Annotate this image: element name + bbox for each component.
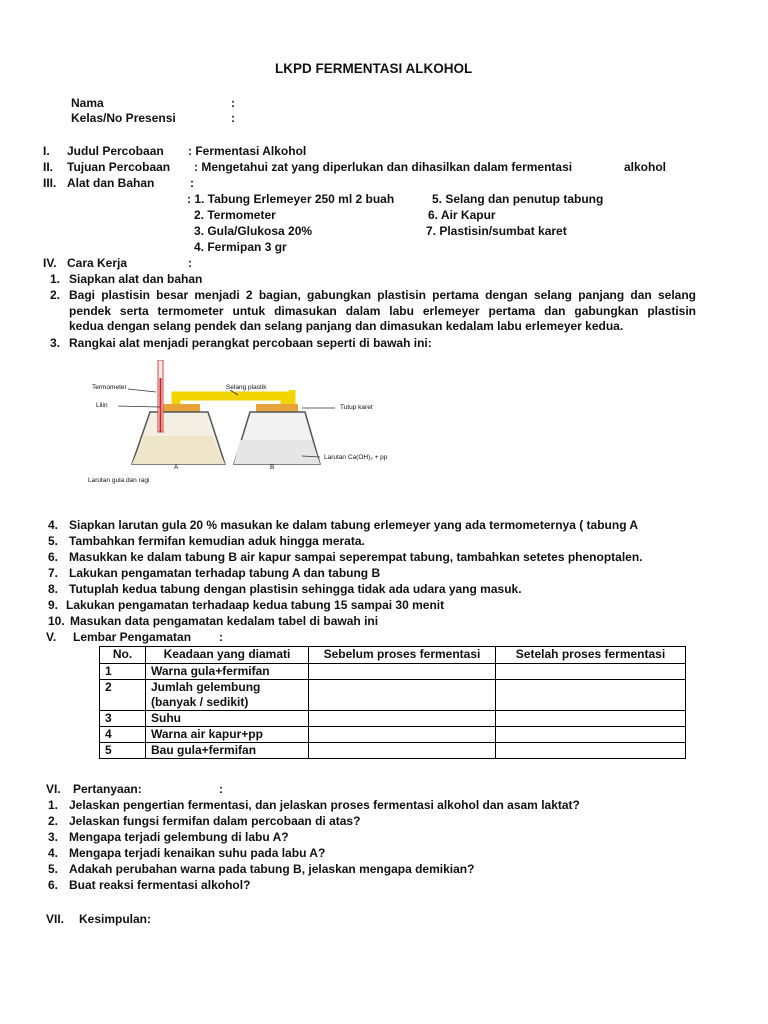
step-number: 1.: [50, 272, 61, 286]
cell-keadaan: Warna gula+fermifan: [146, 664, 309, 680]
step-text: Siapkan alat dan bahan: [69, 272, 203, 286]
label-tutup: Tutup karet: [340, 404, 373, 411]
step-text: pendek serta termometer untuk dimasukan dalam labu erlemeyer pertama dan gabungkan plastisin: [69, 304, 696, 318]
section-v-colon: :: [219, 630, 223, 644]
question-number: 5.: [48, 862, 59, 876]
question-number: 3.: [48, 830, 59, 844]
question-text: Mengapa terjadi kenaikan suhu pada labu A?: [69, 846, 326, 860]
question-number: 4.: [48, 846, 59, 860]
cell-keadaan: Suhu: [146, 711, 309, 727]
column-header: Sebelum proses fermentasi: [309, 647, 496, 664]
question-text: Adakah perubahan warna pada tabung B, jelaskan mengapa demikian?: [69, 862, 475, 876]
question-text: Mengapa terjadi gelembung di labu A?: [69, 830, 289, 844]
table-row: [100, 664, 686, 680]
cell-sebelum[interactable]: [309, 727, 496, 743]
step-text: Masukkan ke dalam tabung B air kapur sampai seperempat tabung, tambahkan setetes phenoptalen.: [69, 550, 643, 564]
section-vi-label: Pertanyaan:: [73, 782, 142, 796]
question-number: 6.: [48, 878, 59, 892]
cell-sebelum[interactable]: [309, 680, 496, 711]
section-vii-num: VII.: [46, 912, 65, 926]
column-header: No.: [100, 647, 146, 664]
step-number: 9.: [48, 598, 59, 612]
section-i-label: Judul Percobaan: [67, 144, 164, 158]
step-text: kedua dengan selang pendek dan selang panjang dan dimasukan kedalam labu erlemeyer kedua.: [69, 319, 624, 333]
section-ii-num: II.: [43, 160, 54, 174]
label-flask-b: B: [270, 464, 275, 471]
table-row: [100, 743, 686, 759]
step-number: 10.: [48, 614, 65, 628]
label-termometer: Termometer: [92, 384, 127, 391]
step-text: Bagi plastisin besar menjadi 2 bagian, gabungkan plastisin pertama dengan selang panjang dan selang: [69, 288, 696, 302]
name-colon: :: [231, 96, 235, 110]
cell-setelah[interactable]: [496, 727, 686, 743]
section-iv-colon: :: [188, 256, 192, 270]
step-number: 5.: [48, 534, 59, 548]
column-header: Keadaan yang diamati: [146, 647, 309, 664]
step-text: Siapkan larutan gula 20 % masukan ke dalam tabung erlemeyer yang ada termometernya ( tabung A: [69, 518, 639, 532]
observation-table: [99, 646, 686, 759]
question-text: Jelaskan fungsi fermifan dalam percobaan di atas?: [69, 814, 361, 828]
step-text: Lakukan pengamatan terhadaap kedua tabung 15 sampai 30 menit: [66, 598, 445, 612]
label-flask-a: A: [174, 464, 179, 471]
step-number: 3.: [50, 336, 61, 350]
step-text: Tutuplah kedua tabung dengan plastisin sehingga tidak ada udara yang masuk.: [69, 582, 522, 596]
class-colon: :: [231, 111, 235, 125]
table-row: [100, 727, 686, 743]
section-iii-num: III.: [43, 176, 57, 190]
column-header: Setelah proses fermentasi: [496, 647, 686, 664]
cell-setelah[interactable]: [496, 680, 686, 711]
question-text: Jelaskan pengertian fermentasi, dan jelaskan proses fermentasi alkohol dan asam laktat?: [69, 798, 580, 812]
table-row: [100, 680, 686, 711]
table-header-row: [100, 647, 686, 664]
section-ii-tail: alkohol: [624, 160, 667, 174]
cell-no: 2: [100, 680, 146, 711]
cell-setelah[interactable]: [496, 664, 686, 680]
cell-sebelum[interactable]: [309, 743, 496, 759]
step-text: Lakukan pengamatan terhadap tabung A dan tabung B: [69, 566, 381, 580]
step-text: Tambahkan fermifan kemudian aduk hingga merata.: [69, 534, 365, 548]
alat-item: 3. Gula/Glukosa 20%: [194, 224, 313, 238]
alat-item: 7. Plastisin/sumbat karet: [426, 224, 567, 238]
alat-item: : 1. Tabung Erlemeyer 250 ml 2 buah: [187, 192, 395, 206]
cell-no: 4: [100, 727, 146, 743]
question-number: 2.: [48, 814, 59, 828]
step-text: Masukan data pengamatan kedalam tabel di bawah ini: [70, 614, 379, 628]
cell-no: 5: [100, 743, 146, 759]
class-label: Kelas/No Presensi: [71, 111, 176, 125]
section-vii-label: Kesimpulan:: [79, 912, 152, 926]
cell-keadaan: [146, 680, 309, 711]
apparatus-figure: [80, 360, 400, 490]
section-iii-label: Alat dan Bahan: [67, 176, 155, 190]
stopper-b: [256, 404, 298, 412]
cell-no: 3: [100, 711, 146, 727]
label-lilin: Lilin: [96, 402, 108, 409]
label-larutan-gula: Larutan gula dan ragi: [88, 477, 150, 484]
alat-item: 2. Termometer: [194, 208, 276, 222]
cell-sebelum[interactable]: [309, 664, 496, 680]
cell-no: 1: [100, 664, 146, 680]
question-number: 1.: [48, 798, 59, 812]
step-number: 2.: [50, 288, 61, 302]
section-iv-num: IV.: [43, 256, 57, 270]
section-v-label: Lembar Pengamatan: [73, 630, 192, 644]
section-iii-colon: :: [190, 176, 194, 190]
step-number: 6.: [48, 550, 59, 564]
cell-setelah[interactable]: [496, 743, 686, 759]
step-text: Rangkai alat menjadi perangkat percobaan seperti di bawah ini:: [69, 336, 432, 350]
label-selang: Selang plastik: [226, 384, 267, 391]
alat-item: 4. Fermipan 3 gr: [194, 240, 287, 254]
step-number: 8.: [48, 582, 59, 596]
section-ii-label: Tujuan Percobaan: [67, 160, 171, 174]
section-v-num: V.: [46, 630, 57, 644]
alat-item: 6. Air Kapur: [428, 208, 496, 222]
stopper-a: [160, 404, 200, 412]
section-iv-label: Cara Kerja: [67, 256, 128, 270]
cell-sebelum[interactable]: [309, 711, 496, 727]
label-larutan-ca: Larutan Ca(OH)₂ + pp: [324, 454, 388, 461]
cell-keadaan: Bau gula+fermifan: [146, 743, 309, 759]
section-i-value: : Fermentasi Alkohol: [188, 144, 307, 158]
section-vi-colon: :: [219, 782, 223, 796]
cell-keadaan-line1: Jumlah gelembung: [151, 680, 261, 694]
name-label: Nama: [71, 96, 104, 110]
table-row: [100, 711, 686, 727]
section-i-num: I.: [43, 144, 50, 158]
section-ii-value: : Mengetahui zat yang diperlukan dan dihasilkan dalam fermentasi: [194, 160, 573, 174]
cell-keadaan: Warna air kapur+pp: [146, 727, 309, 743]
cell-keadaan-line2: (banyak / sedikit): [151, 695, 249, 709]
step-number: 4.: [48, 518, 59, 532]
question-text: Buat reaksi fermentasi alkohol?: [69, 878, 251, 892]
section-vi-num: VI.: [46, 782, 61, 796]
alat-item: 5. Selang dan penutup tabung: [432, 192, 604, 206]
page-title: LKPD FERMENTASI ALKOHOL: [275, 61, 473, 76]
step-number: 7.: [48, 566, 59, 580]
cell-setelah[interactable]: [496, 711, 686, 727]
